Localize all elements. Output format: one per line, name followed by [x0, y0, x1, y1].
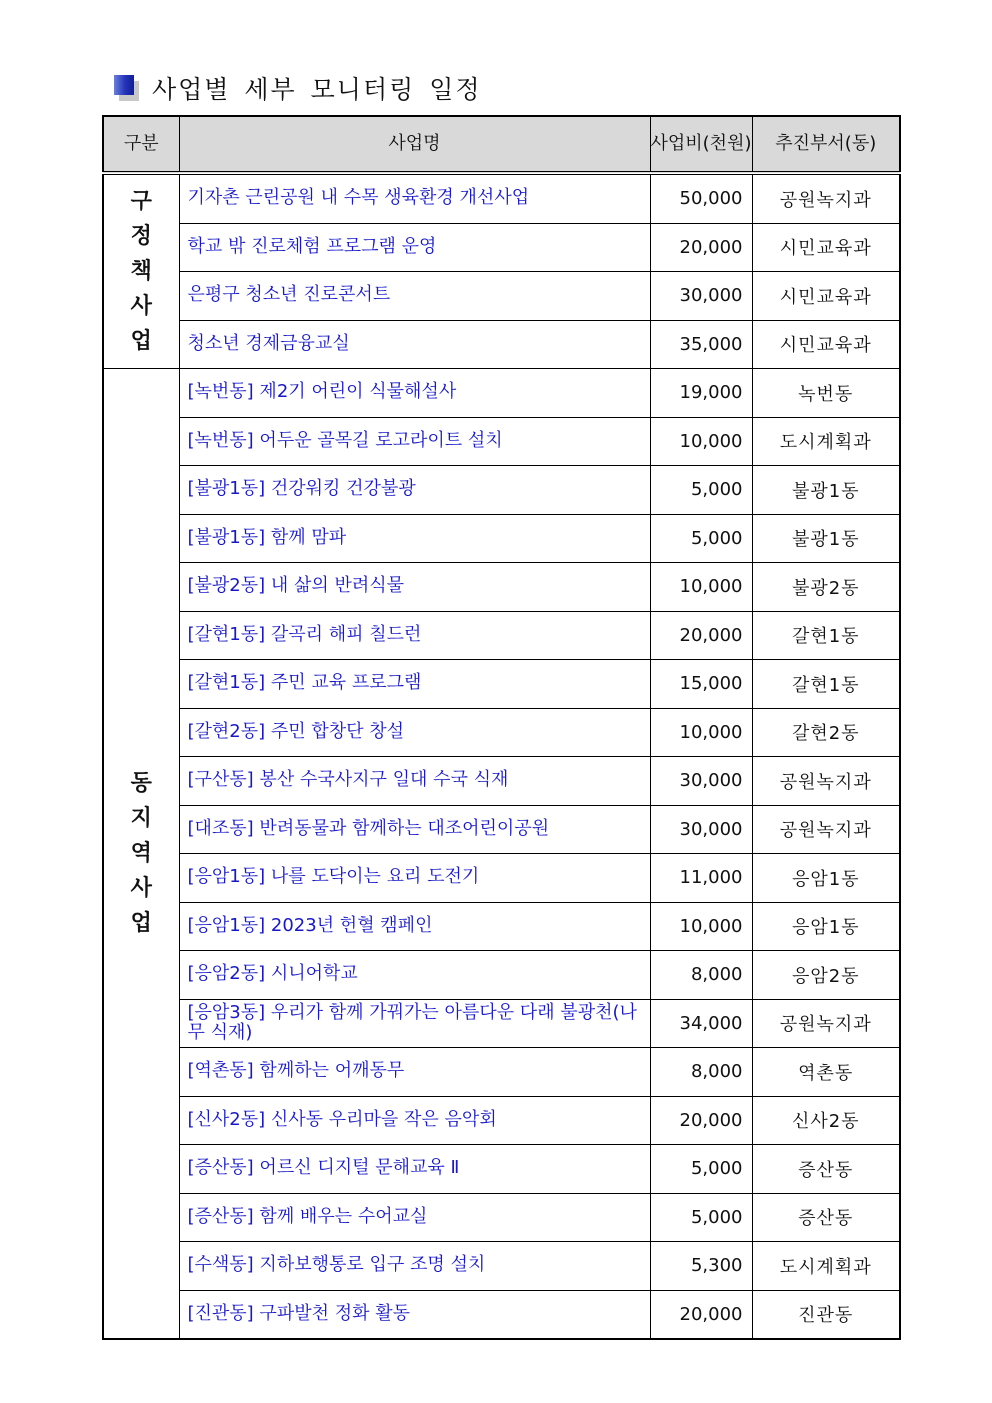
group-label-char: 사 — [130, 876, 152, 902]
project-budget: 20,000 — [650, 1096, 752, 1145]
table-row — [103, 1242, 900, 1291]
project-budget: 10,000 — [650, 417, 752, 466]
project-budget: 5,000 — [650, 466, 752, 515]
project-budget: 15,000 — [650, 660, 752, 709]
header-category: 구분 — [103, 116, 179, 173]
project-department: 증산동 — [752, 1193, 900, 1242]
table-row — [103, 320, 900, 369]
table-row — [103, 1048, 900, 1097]
project-department: 갈현2동 — [752, 708, 900, 757]
header-budget: 사업비(천원) — [650, 116, 752, 173]
project-department: 도시계획과 — [752, 1242, 900, 1291]
project-department: 불광2동 — [752, 563, 900, 612]
project-budget: 30,000 — [650, 805, 752, 854]
project-department: 녹번동 — [752, 369, 900, 418]
project-department: 진관동 — [752, 1290, 900, 1339]
project-department: 시민교육과 — [752, 320, 900, 369]
project-department: 시민교육과 — [752, 223, 900, 272]
project-name: [응암2동] 시니어학교 — [179, 951, 650, 1000]
project-name: 기자촌 근린공원 내 수목 생육환경 개선사업 — [179, 173, 650, 223]
project-department: 공원녹지과 — [752, 757, 900, 806]
table-row — [103, 951, 900, 1000]
group-label-char: 사 — [130, 294, 152, 320]
project-name: [녹번동] 제2기 어린이 식물해설사 — [179, 369, 650, 418]
project-department: 시민교육과 — [752, 272, 900, 321]
group-label-char: 업 — [130, 329, 152, 355]
table-row — [103, 1193, 900, 1242]
project-department: 공원녹지과 — [752, 999, 900, 1048]
project-budget: 50,000 — [650, 173, 752, 223]
table-row — [103, 369, 900, 418]
project-name: [수색동] 지하보행통로 입구 조명 설치 — [179, 1242, 650, 1291]
table-row — [103, 611, 900, 660]
project-budget: 5,000 — [650, 514, 752, 563]
project-department: 불광1동 — [752, 466, 900, 515]
project-budget: 20,000 — [650, 611, 752, 660]
project-name: [갈현1동] 주민 교육 프로그램 — [179, 660, 650, 709]
group-label — [103, 369, 179, 1340]
project-name: [역촌동] 함께하는 어깨동무 — [179, 1048, 650, 1097]
table-row — [103, 854, 900, 903]
group-label — [103, 173, 179, 369]
project-name: 은평구 청소년 진로콘서트 — [179, 272, 650, 321]
table-header-row — [103, 116, 900, 173]
project-budget: 10,000 — [650, 708, 752, 757]
table-row — [103, 563, 900, 612]
blue-square-bullet-icon — [114, 75, 138, 101]
project-budget: 19,000 — [650, 369, 752, 418]
group-label-char: 동 — [130, 770, 152, 796]
table-row — [103, 272, 900, 321]
group-label-char: 역 — [130, 840, 152, 866]
header-project: 사업명 — [179, 116, 650, 173]
table-row — [103, 514, 900, 563]
table-row — [103, 660, 900, 709]
project-department: 공원녹지과 — [752, 805, 900, 854]
project-budget: 11,000 — [650, 854, 752, 903]
project-department: 응암1동 — [752, 902, 900, 951]
section-title — [114, 70, 482, 106]
project-name: [녹번동] 어두운 골목길 로고라이트 설치 — [179, 417, 650, 466]
project-budget: 10,000 — [650, 563, 752, 612]
project-budget: 5,000 — [650, 1193, 752, 1242]
project-department: 응암2동 — [752, 951, 900, 1000]
project-name: [불광1동] 함께 맘파 — [179, 514, 650, 563]
project-department: 불광1동 — [752, 514, 900, 563]
table-row — [103, 902, 900, 951]
group-label-char: 지 — [130, 805, 152, 831]
table-row — [103, 805, 900, 854]
table-row — [103, 708, 900, 757]
group-label-char: 책 — [130, 258, 152, 284]
table-row — [103, 466, 900, 515]
table-row — [103, 1290, 900, 1339]
table-row — [103, 999, 900, 1048]
project-department: 역촌동 — [752, 1048, 900, 1097]
project-budget: 34,000 — [650, 999, 752, 1048]
project-department: 갈현1동 — [752, 611, 900, 660]
project-name: [갈현1동] 갈곡리 해피 칠드런 — [179, 611, 650, 660]
project-budget: 8,000 — [650, 1048, 752, 1097]
project-name: [증산동] 함께 배우는 수어교실 — [179, 1193, 650, 1242]
project-name: [응암1동] 나를 도닥이는 요리 도전기 — [179, 854, 650, 903]
project-name: [신사2동] 신사동 우리마을 작은 음악회 — [179, 1096, 650, 1145]
table-row — [103, 417, 900, 466]
project-department: 갈현1동 — [752, 660, 900, 709]
project-budget: 20,000 — [650, 223, 752, 272]
project-department: 응암1동 — [752, 854, 900, 903]
table-row — [103, 1145, 900, 1194]
project-name: [구산동] 봉산 수국사지구 일대 수국 식재 — [179, 757, 650, 806]
project-name: [응암3동] 우리가 함께 가꿔가는 아름다운 다래 불광천(나무 식재) — [179, 999, 650, 1048]
project-name: [불광1동] 건강워킹 건강불광 — [179, 466, 650, 515]
project-name: [진관동] 구파발천 정화 활동 — [179, 1290, 650, 1339]
project-budget: 30,000 — [650, 272, 752, 321]
project-name: [증산동] 어르신 디지털 문해교육 Ⅱ — [179, 1145, 650, 1194]
monitoring-schedule-table — [102, 115, 901, 1340]
project-budget: 10,000 — [650, 902, 752, 951]
project-budget: 8,000 — [650, 951, 752, 1000]
project-name: [응암1동] 2023년 헌혈 캠페인 — [179, 902, 650, 951]
project-department: 도시계획과 — [752, 417, 900, 466]
table-row — [103, 173, 900, 223]
group-label-char: 구 — [130, 188, 152, 214]
table-row — [103, 757, 900, 806]
project-department: 신사2동 — [752, 1096, 900, 1145]
project-name: [불광2동] 내 삶의 반려식물 — [179, 563, 650, 612]
project-name: 학교 밖 진로체험 프로그램 운영 — [179, 223, 650, 272]
project-department: 증산동 — [752, 1145, 900, 1194]
project-name: 청소년 경제금융교실 — [179, 320, 650, 369]
project-budget: 5,300 — [650, 1242, 752, 1291]
section-title-text: 사업별 세부 모니터링 일정 — [152, 75, 482, 104]
project-budget: 30,000 — [650, 757, 752, 806]
project-budget: 35,000 — [650, 320, 752, 369]
group-label-char: 업 — [130, 911, 152, 937]
table-row — [103, 223, 900, 272]
project-name: [갈현2동] 주민 합창단 창설 — [179, 708, 650, 757]
table-row — [103, 1096, 900, 1145]
project-budget: 20,000 — [650, 1290, 752, 1339]
group-label-char: 정 — [130, 223, 152, 249]
project-department: 공원녹지과 — [752, 173, 900, 223]
project-budget: 5,000 — [650, 1145, 752, 1194]
project-name: [대조동] 반려동물과 함께하는 대조어린이공원 — [179, 805, 650, 854]
header-department: 추진부서(동) — [752, 116, 900, 173]
